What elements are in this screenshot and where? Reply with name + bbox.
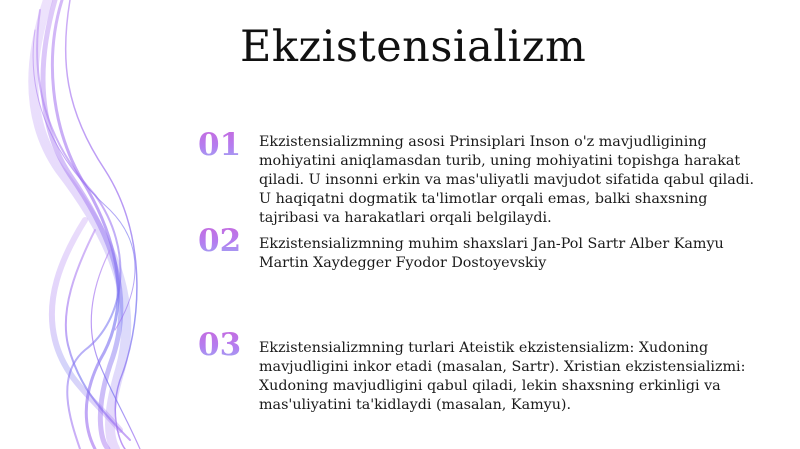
item-number-2: 02 (198, 226, 250, 257)
item-text-1: Ekzistensializmning asosi Prinsiplari Inson o'z mavjudligining mohiyatini aniqlamasdan turib, uning mohiyatini topishga harakat qiladi. U insonni erkin va mas'uliyatli mavjudot sifatida qabul qiladi. U haqiqatni dogmatik ta'limotlar orqali emas, balki shaxsning tajribasi va harakatlari orqali belgilaydi. (259, 134, 755, 226)
item-text-2: Ekzistensializmning muhim shaxslari Jan-Pol Sartr Alber Kamyu Martin Xaydegger Fyodor Dostoyevskiy (259, 236, 724, 271)
item-text-3: Ekzistensializmning turlari Ateistik ekzistensializm: Xudoning mavjudligini inkor etadi (masalan, Sartr). Xristian ekzistensializmi: Xudoning mavjudligini qabul qiladi, lekin shaxsning erkinligi va mas'uliyatini ta'kidlaydi (masalan, Kamyu). (259, 340, 746, 413)
item-number-3: 03 (198, 330, 250, 361)
decorative-smoke-wave (0, 0, 190, 449)
slide-title: Ekzistensializm (240, 22, 587, 72)
item-number-1: 01 (198, 130, 250, 161)
